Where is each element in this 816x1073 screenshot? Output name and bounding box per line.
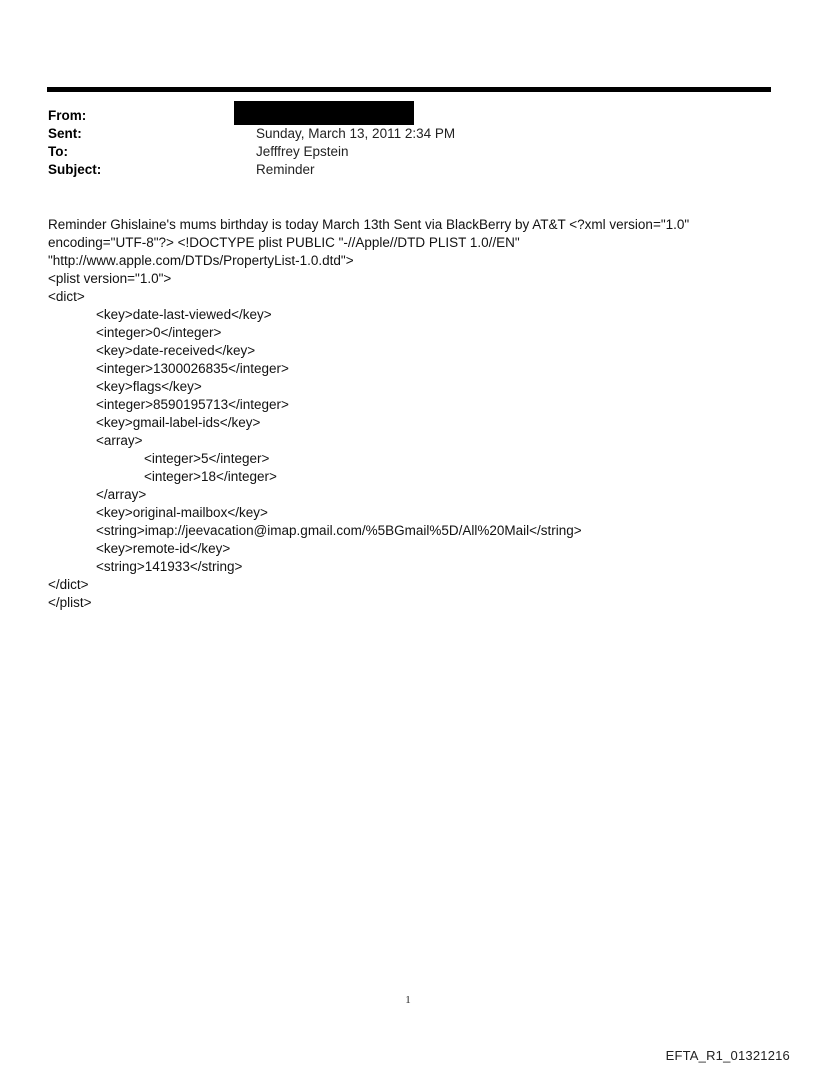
header-rule [47, 87, 771, 92]
sent-label: Sent: [48, 126, 82, 141]
body-line: <key>gmail-label-ids</key> [96, 415, 261, 430]
sent-value: Sunday, March 13, 2011 2:34 PM [256, 126, 456, 141]
body-line: <integer>18</integer> [144, 469, 277, 484]
email-body [48, 216, 768, 612]
subject-row [48, 161, 768, 179]
body-line: <integer>1300026835</integer> [96, 361, 289, 376]
body-line: <key>original-mailbox</key> [96, 505, 268, 520]
body-line: <key>remote-id</key> [96, 541, 231, 556]
body-line: </dict> [48, 577, 89, 592]
redaction-box [234, 101, 414, 125]
body-line: Reminder Ghislaine's mums birthday is today March 13th Sent via BlackBerry by AT&T <?xml version="1.0" [48, 217, 690, 232]
body-line: <integer>5</integer> [144, 451, 270, 466]
subject-label: Subject: [48, 162, 102, 177]
body-line: <string>imap://jeevacation@imap.gmail.com/%5BGmail%5D/All%20Mail</string> [96, 523, 582, 538]
body-line: <key>date-last-viewed</key> [96, 307, 272, 322]
sent-row [48, 125, 768, 143]
from-row [48, 107, 768, 125]
body-line: <integer>8590195713</integer> [96, 397, 289, 412]
page-number: 1 [405, 994, 411, 1006]
body-line: <key>flags</key> [96, 379, 202, 394]
body-line: encoding="UTF-8"?> <!DOCTYPE plist PUBLIC "-//Apple//DTD PLIST 1.0//EN" [48, 235, 520, 250]
body-line: <key>date-received</key> [96, 343, 256, 358]
to-row [48, 143, 768, 161]
body-line: <integer>0</integer> [96, 325, 222, 340]
subject-value: Reminder [256, 162, 315, 177]
body-line: </array> [96, 487, 147, 502]
body-line: <array> [96, 433, 143, 448]
body-line: "http://www.apple.com/DTDs/PropertyList-1.0.dtd"> [48, 253, 354, 268]
body-line: </plist> [48, 595, 92, 610]
body-line: <dict> [48, 289, 85, 304]
to-label: To: [48, 144, 68, 159]
body-line: <string>141933</string> [96, 559, 243, 574]
email-header [48, 107, 768, 179]
to-value: Jefffrey Epstein [256, 144, 349, 159]
body-line: <plist version="1.0"> [48, 271, 172, 286]
from-label: From: [48, 108, 87, 123]
bates-number: EFTA_R1_01321216 [665, 1048, 790, 1063]
